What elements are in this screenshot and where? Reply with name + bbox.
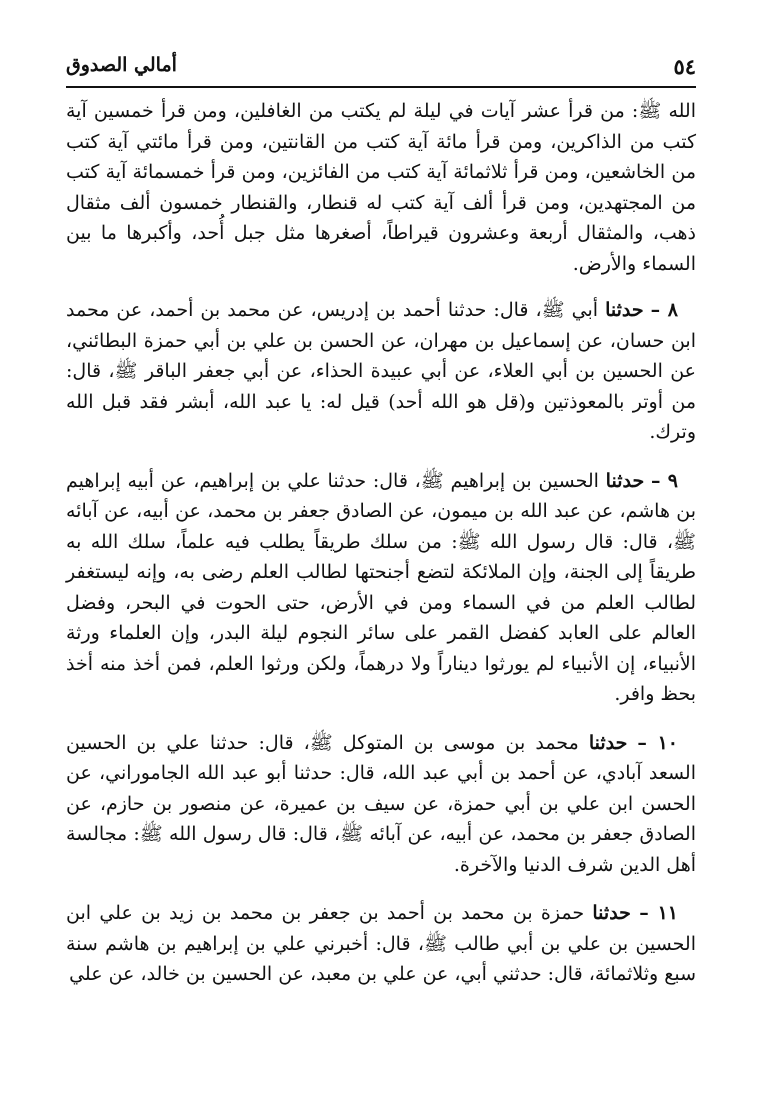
hadith-10 [66, 728, 696, 881]
paragraph-text: الله ﷺ: من قرأ عشر آيات في ليلة لم يكتب من الغافلين، ومن قرأ خمسين آية كتب من الذاكرين، ومن قرأ مائة آية كتب من القانتين، ومن قرأ مائتي آية كتب من الخاشعين، ومن قرأ ثلاثمائة آية كتب من الفائزين، ومن قرأ خمسمائة آية كتب من المجتهدين، ومن قرأ ألف آية كتب له قنطار، والقنطار خمسون ألف مثقال ذهب، والمثقال أربعة وعشرون قيراطاً، أصغرها مثل جبل أُحد، وأكبرها ما بين السماء والأرض. [66, 100, 696, 275]
hadith-text: حمزة بن محمد بن أحمد بن جعفر بن محمد بن زيد بن علي ابن الحسين بن علي بن أبي طالب ﷺ، قال: أخبرني علي بن إبراهيم بن هاشم سنة سبع وثلاثمائة، قال: حدثني أبي، عن علي بن معبد، عن الحسين بن خالد، عن علي [66, 902, 696, 985]
hadith-text: أبي ﷺ، قال: حدثنا أحمد بن إدريس، عن محمد بن أحمد، عن محمد ابن حسان، عن إسماعيل بن مهران، عن الحسن بن علي بن أبي حمزة البطائني، عن الحسين بن أبي العلاء، عن أبي عبيدة الحذاء، عن أبي جعفر الباقر ﷺ، قال: من أوتر بالمعوذتين و(قل هو الله أحد) قيل له: يا عبد الله، أبشر فقد قبل الله وترك. [66, 299, 696, 443]
hadith-keyword: حدثنا [592, 902, 631, 924]
page-number: ٥٤ [673, 54, 696, 79]
hadith-text: الحسين بن إبراهيم ﷺ، قال: حدثنا علي بن إبراهيم، عن أبيه إبراهيم بن هاشم، عن عبد الله بن ميمون، عن الصادق جعفر بن محمد، عن أبيه، عن آبائه ﷺ، قال: قال رسول الله ﷺ: من سلك طريقاً يطلب فيه علماً، سلك الله به طريقاً إلى الجنة، وإن الملائكة لتضع أجنحتها لطالب العلم رضى به، وإنه ليستغفر لطالب العلم من في السماء ومن في الأرض، حتى الحوت في البحر، وفضل العالم على العابد كفضل القمر على سائر النجوم ليلة البدر، وإن العلماء ورثة الأنبياء، إن الأنبياء لم يورثوا ديناراً ولا درهماً، ولكن ورثوا العلم، فمن أخذ منه أخذ بحظ وافر. [66, 469, 696, 705]
page-body [66, 96, 696, 1008]
hadith-keyword: حدثنا [588, 731, 628, 754]
page-header [66, 54, 696, 88]
running-title: أمالي الصدوق [66, 54, 177, 76]
paragraph-continued [66, 96, 696, 279]
hadith-number: ٨ – [650, 299, 678, 321]
hadith-11 [66, 898, 696, 990]
hadith-8 [66, 295, 696, 448]
hadith-9 [66, 466, 696, 710]
hadith-number: ٩ – [650, 469, 678, 492]
hadith-number: ١٠ – [637, 731, 678, 754]
hadith-keyword: حدثنا [605, 299, 644, 321]
hadith-number: ١١ – [639, 902, 679, 924]
hadith-text: محمد بن موسى بن المتوكل ﷺ، قال: حدثنا علي بن الحسين السعد آبادي، عن أحمد بن أبي عبد الله، قال: حدثنا أبو عبد الله الجاموراني، عن الحسن ابن علي بن أبي حمزة، عن سيف بن عميرة، عن منصور بن حازم، عن الصادق جعفر بن محمد، عن أبيه، عن آبائه ﷺ، قال: قال رسول الله ﷺ: مجالسة أهل الدين شرف الدنيا والآخرة. [66, 731, 696, 876]
hadith-keyword: حدثنا [605, 469, 645, 492]
